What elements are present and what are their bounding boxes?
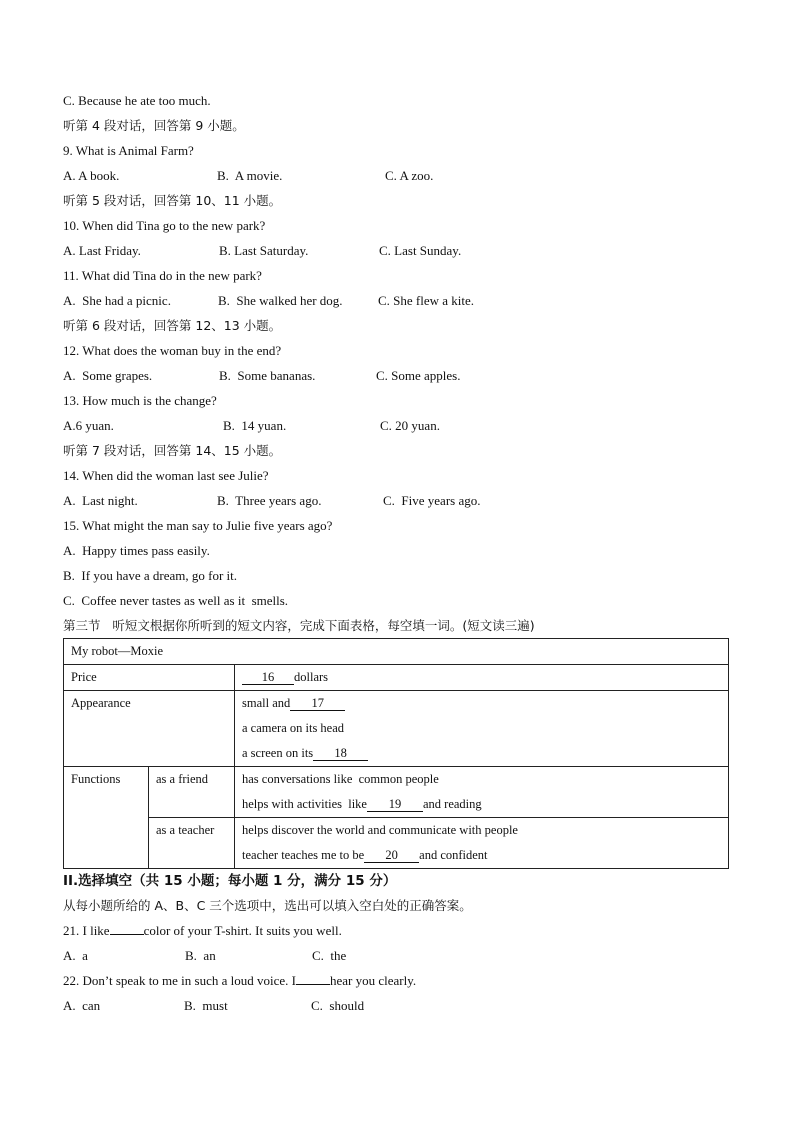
q14-option-c: C. Five years ago. <box>383 493 481 508</box>
appearance-line2: a camera on its head <box>242 721 345 735</box>
q10-options <box>63 238 731 263</box>
q13-option-b: B. 14 yuan. <box>223 418 287 433</box>
functions-label: Functions <box>64 767 149 869</box>
q21-stem <box>63 918 731 943</box>
q11-option-b: B. She walked her dog. <box>218 293 343 308</box>
q10-option-a: A. Last Friday. <box>63 243 141 258</box>
table-friend-row <box>64 767 729 818</box>
q21-option-a: A. a <box>63 948 88 963</box>
q21-option-c: C. the <box>312 948 347 963</box>
q12-option-a: A. Some grapes. <box>63 368 153 383</box>
q10-stem: 10. When did Tina go to the new park? <box>63 218 266 233</box>
q11-stem: 11. What did Tina do in the new park? <box>63 268 262 283</box>
teacher-line1: helps discover the world and communicate with people <box>242 823 518 837</box>
exam-page <box>63 88 731 1018</box>
friend-line2-after: and reading <box>422 797 482 811</box>
price-label: Price <box>64 665 235 691</box>
blank-16: 16 <box>242 671 294 685</box>
table-appearance-row <box>64 691 729 767</box>
friend-line1: has conversations like common people <box>242 772 439 786</box>
teacher-value <box>235 818 729 869</box>
q21-blank <box>110 934 144 935</box>
q22-stem-before: 22. Don’t speak to me in such a loud voice. I <box>63 973 296 988</box>
q15-option-a: A. Happy times pass easily. <box>63 543 210 558</box>
table-teacher-row <box>64 818 729 869</box>
q11-option-a: A. She had a picnic. <box>63 293 171 308</box>
q13-options <box>63 413 731 438</box>
q22-option-c: C. should <box>311 998 365 1013</box>
q22-options <box>63 993 731 1018</box>
q13-option-c: C. 20 yuan. <box>380 418 440 433</box>
teacher-line2-text: teacher teaches me to be <box>242 848 365 862</box>
section5-instruction: 听第 5 段对话，回答第 10、11 小题。 <box>63 193 282 208</box>
q9-options <box>63 163 731 188</box>
q22-option-b: B. must <box>184 998 228 1013</box>
teacher-label: as a teacher <box>149 818 235 869</box>
appearance-value <box>235 691 729 767</box>
q11-option-c: C. She flew a kite. <box>378 293 475 308</box>
section4-instruction: 听第 4 段对话，回答第 9 小题。 <box>63 118 245 133</box>
q22-stem <box>63 968 731 993</box>
price-value <box>235 665 729 691</box>
q15-option-c: C. Coffee never tastes as well as it smells. <box>63 593 289 608</box>
section7-instruction: 听第 7 段对话，回答第 14、15 小题。 <box>63 443 282 458</box>
grammar-heading: II.选择填空（共 15 小题；每小题 1 分，满分 15 分） <box>63 873 397 889</box>
q21-stem-before: 21. I like <box>63 923 110 938</box>
q14-option-a: A. Last night. <box>63 493 138 508</box>
q10-option-c: C. Last Sunday. <box>379 243 462 258</box>
q14-options <box>63 488 731 513</box>
friend-line2-text: helps with activities like <box>242 797 367 811</box>
part3-heading: 第三节 听短文根据你所听到的短文内容，完成下面表格，每空填一词。(短文读三遍) <box>63 618 535 633</box>
appearance-line3-text: a screen on its <box>242 746 314 760</box>
q8-option-c: C. Because he ate too much. <box>63 93 211 108</box>
q12-options <box>63 363 731 388</box>
table-title-row <box>64 639 729 665</box>
q12-option-c: C. Some apples. <box>376 368 461 383</box>
q21-options <box>63 943 731 968</box>
q12-option-b: B. Some bananas. <box>219 368 316 383</box>
blank-20: 20 <box>364 849 419 863</box>
q15-option-b: B. If you have a dream, go for it. <box>63 568 238 583</box>
blank-19: 19 <box>367 798 423 812</box>
q14-option-b: B. Three years ago. <box>217 493 322 508</box>
q14-stem: 14. When did the woman last see Julie? <box>63 468 269 483</box>
q22-option-a: A. can <box>63 998 101 1013</box>
price-unit: dollars <box>294 670 329 684</box>
q9-option-a: A. A book. <box>63 168 120 183</box>
appearance-label: Appearance <box>64 691 235 767</box>
friend-value <box>235 767 729 818</box>
q22-stem-after: hear you clearly. <box>330 973 417 988</box>
q10-option-b: B. Last Saturday. <box>219 243 309 258</box>
q9-stem: 9. What is Animal Farm? <box>63 143 194 158</box>
teacher-line2-after: and confident <box>419 848 488 862</box>
q11-options <box>63 288 731 313</box>
q9-option-b: B. A movie. <box>217 168 283 183</box>
friend-label: as a friend <box>149 767 235 818</box>
q21-stem-after: color of your T-shirt. It suits you well. <box>143 923 342 938</box>
q21-option-b: B. an <box>185 948 216 963</box>
q15-stem: 15. What might the man say to Julie five years ago? <box>63 518 333 533</box>
q9-option-c: C. A zoo. <box>385 168 434 183</box>
grammar-instruction: 从每小题所给的 A、B、C 三个选项中，选出可以填入空白处的正确答案。 <box>63 898 472 913</box>
blank-18: 18 <box>313 747 368 761</box>
appearance-line1-text: small and <box>242 696 291 710</box>
q13-stem: 13. How much is the change? <box>63 393 217 408</box>
q13-option-a: A.6 yuan. <box>63 418 114 433</box>
q22-blank <box>296 984 330 985</box>
robot-table <box>63 638 729 869</box>
table-price-row <box>64 665 729 691</box>
q12-stem: 12. What does the woman buy in the end? <box>63 343 282 358</box>
table-title: My robot—Moxie <box>64 639 729 665</box>
blank-17: 17 <box>290 697 345 711</box>
section6-instruction: 听第 6 段对话，回答第 12、13 小题。 <box>63 318 282 333</box>
